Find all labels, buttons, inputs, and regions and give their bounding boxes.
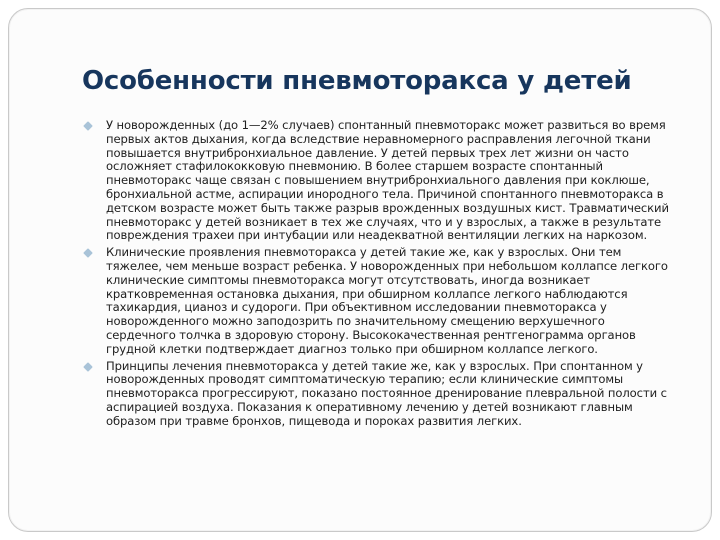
bullet-text: Клинические проявления пневмоторакса у детей такие же, как у взрослых. Они тем тяжелее, чем меньше возраст ребенка. У новорожденных при небольшом коллапсе легкого клинические симптомы пневмоторакса могут отсутствовать, иногда возникает кратковременная остановка дыхания, при обширном коллапсе легкого наблюдаются тахикардия, цианоз и судороги. При объективном исследовании пневмоторакса у новорожденного можно заподозрить по значительному смещению верхушечного сердечного толчка в здоровую сторону. Высококачественная рентгенограмма органов грудной клетки подтверждает диагноз только при обширном коллапсе легкого. <box>106 245 668 356</box>
slide-title: Особенности пневмоторакса у детей <box>82 66 632 96</box>
diamond-bullet-icon <box>83 248 93 258</box>
bullet-text: Принципы лечения пневмоторакса у детей такие же, как у взрослых. При спонтанном у новорожденных проводят симптоматическую терапию; если клинические симптомы пневмоторакса прогрессируют, показано постоянное дренирование плевральной полости с аспирацией воздуха. Показания к оперативному лечению у детей возникают главным образом при травме бронхов, пищевода и пороках развития легких. <box>106 358 667 428</box>
diamond-bullet-icon <box>83 121 93 131</box>
bullet-item-newborns <box>78 119 678 243</box>
bullet-list <box>78 119 678 429</box>
bullet-text: У новорожденных (до 1—2% случаев) спонтанный пневмоторакс может развиться во время первых актов дыхания, когда вследствие неравномерного расправления легочной ткани повышается внутрибронхиальное давление. У детей первых трех лет жизни он часто осложняет стафилококковую пневмонию. В более старшем возрасте спонтанный пневмоторакс чаще связан с повышением внутрибронхиального давления при коклюше, бронхиальной астме, аспирации инородного тела. Причиной спонтанного пневмоторакса в детском возрасте может быть также разрыв врожденных воздушных кист. Травматический пневмоторакс у детей возникает в тех же случаях, что и у взрослых, а также в результате повреждения трахеи при интубации или неадекватной вентиляции легких на наркозом. <box>106 118 669 243</box>
diamond-bullet-icon <box>83 362 93 372</box>
bullet-item-clinical <box>78 246 678 356</box>
bullet-item-treatment <box>78 360 678 429</box>
